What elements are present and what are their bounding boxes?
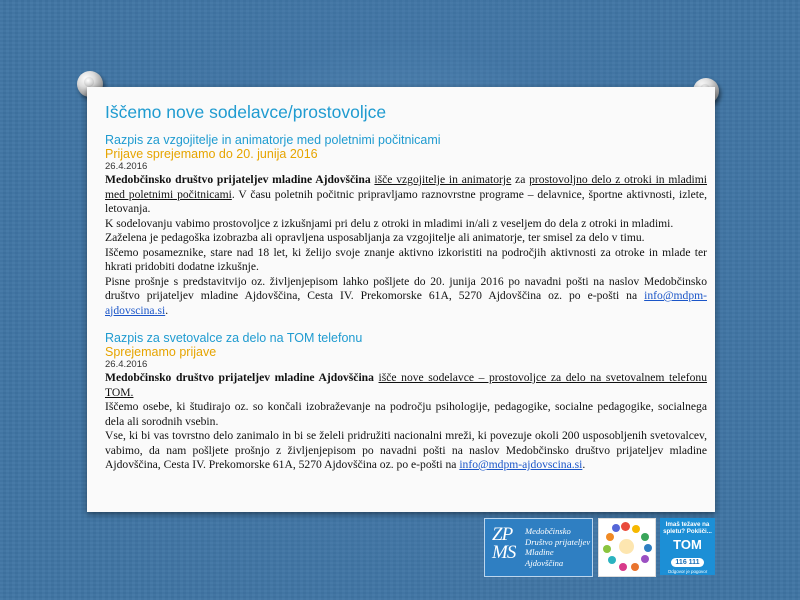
section1-paragraph2: K sodelovanju vabimo prostovoljce z izkušnjami pri delu z otroki in mladimi in/ali z veseljem do dela z otroki in mladimi.	[105, 216, 674, 230]
notice-content	[105, 101, 707, 473]
child-figure-icon	[608, 556, 616, 564]
child-figure-icon	[619, 563, 627, 571]
child-figure-icon	[603, 545, 611, 553]
section1-org: Medobčinsko društvo prijateljev mladine Ajdovščina	[105, 173, 371, 186]
child-figure-icon	[631, 563, 639, 571]
zpms-letters-bottom: MS	[492, 542, 516, 563]
child-figure-icon	[612, 524, 620, 532]
zpms-line3: Mladine Ajdovščina	[525, 547, 564, 568]
notice-card	[87, 87, 715, 512]
zpms-letters-top: ZP	[492, 524, 513, 545]
child-figure-icon	[641, 555, 649, 563]
children-circle-logo[interactable]	[598, 518, 656, 577]
section2-org: Medobčinsko društvo prijateljev mladine Ajdovščina	[105, 371, 374, 384]
section1-paragraph3: Zaželena je pedagoška izobrazba ali opravljena usposabljanja za vzgojitelje ali animatorje, ter smisel za delo v timu.	[105, 231, 645, 244]
zpms-line1: Medobčinsko	[525, 526, 571, 536]
section2-email-link[interactable]: info@mdpm-ajdovscina.si	[459, 458, 583, 471]
child-figure-icon	[621, 522, 630, 531]
section1-p1d: . V času poletnih počitnic pripravljamo raznovrstne programe – delavnice, športne aktivnosti, izlete, letovanja.	[105, 187, 707, 215]
section1-title: Razpis za vzgojitelje in animatorje med poletnimi počitnicami	[105, 133, 441, 147]
section2-paragraph1	[105, 371, 707, 400]
tom-number: 116 111	[671, 558, 703, 567]
child-figure-icon	[641, 533, 649, 541]
tom-name: TOM	[673, 537, 702, 552]
section1-p5-end: .	[165, 303, 169, 317]
section1-paragraph4: Iščemo posameznike, stare nad 18 let, ki želijo svoje znanje aktivno izkoristiti na področjih aktivnosti za otroke in mlade ter hkrati pridobiti dodatne izkušnje.	[105, 245, 707, 273]
section1-paragraph5	[105, 275, 707, 319]
section2-paragraph3	[105, 429, 707, 473]
child-figure-icon	[644, 544, 652, 552]
section1-email-link[interactable]: info@mdpm-ajdovscina.si	[105, 289, 707, 317]
section2-paragraph2: Iščemo osebe, ki študirajo oz. so končali izobraževanje na področju psihologije, pedagogike, socialne pedagogike, socialnega dela ali sorodnih vsebin.	[105, 400, 707, 428]
tom-tagline: Imaš težave na spletu? Pokliči...	[663, 521, 712, 535]
section1-p1a: išče vzgojitelje in animatorje	[374, 173, 512, 186]
zpms-line2: Društvo prijateljev	[525, 536, 591, 547]
section1-p5: Pisne prošnje s predstavitvijo oz. življenjepisom lahko pošljete do 20. junija 2016 po navadni pošti na naslov Medobčinsko društvo prijateljev mladine Ajdovščina, Cesta IV. Prekomorske 61A, 5270 Ajdovščina oz. po e-pošti na	[105, 274, 707, 302]
section1-date: 26.4.2016	[105, 161, 148, 172]
section2-p1b: išče nove sodelavce – prostovoljce za delo na svetovalnem telefonu TOM.	[105, 371, 707, 399]
child-figure-icon	[606, 533, 614, 541]
section-tom-phone	[105, 331, 707, 473]
zpms-logo[interactable]	[484, 518, 593, 577]
zpms-name	[525, 526, 591, 568]
section2-subtitle: Sprejemamo prijave	[105, 345, 217, 359]
section1-subtitle: Prijave sprejemamo do 20. junija 2016	[105, 147, 318, 161]
section2-p3-end: .	[582, 458, 586, 471]
child-figure-icon	[619, 539, 634, 554]
section1-p1c: prostovoljno delo z otroki in mladimi med poletnimi počitnicami	[105, 173, 708, 201]
child-figure-icon	[632, 525, 640, 533]
section1-p1b: za	[511, 173, 530, 186]
section1-paragraph1	[105, 173, 707, 217]
section2-p3: Vse, ki bi vas tovrstno delo zanimalo in bi se želeli pridružiti nacionalni mreži, ki povezuje okoli 200 usposobljenih svetovalcev, vabimo, da nam pošljete prošnjo z življenjepisom po navadni pošti na naslov Medobčinsko društvo prijateljev mladine Ajdovščina, Cesta IV. Prekomorske 61A, 5270 Ajdovščina oz. po e-pošti na	[105, 429, 707, 471]
section2-title: Razpis za svetovalce za delo na TOM telefonu	[105, 331, 363, 345]
page-title: Iščemo nove sodelavce/prostovoljce	[105, 102, 387, 122]
section2-date: 26.4.2016	[105, 359, 148, 370]
section-volunteers	[105, 133, 707, 318]
tom-slogan: Odgovor je pogovor	[667, 569, 708, 574]
tom-telephone-logo[interactable]	[660, 518, 715, 575]
